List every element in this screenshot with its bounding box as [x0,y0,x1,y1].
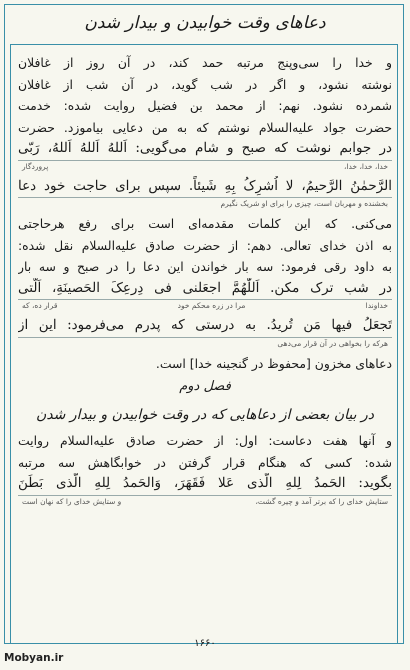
page-body [18,52,392,511]
text-line: شده: کسی که هنگام قرار گرفتن در خوابگاهش سه مرتبه [18,454,392,470]
text-line: بگوید: الحَمدُ لِلهِ الَّذی عَلا فَقَهَرَ، وَالحَمدُ لِلهِ الَّذی بَطَنَ [18,475,392,491]
text-line: حضرت جواد علیه‌السلام نوشتم که به من دعایی بیاموزد. حضرت [18,119,392,135]
text-line: دعاهای مخزون [محفوظ در گنجینه خدا] است. [155,355,392,371]
text-line: الرَّحمٰنُ الرَّحیمُ، لا اُشرِکُ بِهِ شَیئاً. سپس برای حاجت خود دعا [18,177,392,194]
note-text: بخشنده و مهربان است، چیزی را برای او شریک نگیرم [220,199,388,208]
page-number: ۱۶۶۰ [194,638,216,649]
page-header-title: دعاهای وقت خوابیدن و بیدار شدن [84,13,326,33]
text-line: تَجعَلُ فیها مَن تُریدُ. به درستی که پدرم می‌فرمود: این از [18,317,392,333]
translation-note [18,197,392,210]
text-line: شمرده نشود. نهم: از محمد بن فضیل روایت شده: خدمت [18,98,392,113]
section-subtitle: در بیان بعضی از دعاهایی که در وقت خوابیدن و بیدار شدن [36,407,374,423]
note-text: ستایش خدای را که برتر آمد و چیره گشت، [255,496,388,506]
note-text: مرا در زره محکم خود [177,301,246,310]
text-line: نوشته نشود، و اگر در شب گوید، در آن شب از غافلان [18,76,392,92]
site-watermark[interactable]: Mobyan.ir [4,652,64,664]
section-heading: فصل دوم [179,379,231,394]
note-text: هرکه را بخواهی در آن قرار می‌دهی [277,338,388,348]
note-text: پروردگار [22,161,49,171]
translation-note [18,160,392,173]
text-line: در شب ترک مکن. اَللّٰهُمَّ اجعَلنی فی دِرعِکَ الحَصینَةِ، اَلَّتی [18,279,392,296]
text-line: در جوابم نوشت که صبح و شام می‌گویی: اَللهُ اَللهُ اَللهُ، رَبّی [18,140,392,156]
text-line: به داود رقی فرمود: سه بار خواندن این دعا را در صبح و سه بار [18,259,392,274]
text-line: به اذن خدای تعالی. دهم: از حضرت صادق علیه‌السلام نقل شده: [18,237,392,253]
note-text: خدا، خدا، خدا، [343,161,388,171]
text-line: و خدا را سی‌وپنج مرتبه حمد کند، در آن روز از غافلان [18,55,392,70]
translation-note [18,337,392,350]
translation-note [18,299,392,312]
text-line: می‌کنی. که این کلمات مقدمه‌ای است برای رفع هرحاجتی [18,216,392,231]
note-text: خداوندا [365,301,388,310]
note-text: قرار ده، که [22,301,58,310]
note-text: و ستایش خدای را که نهان است [22,496,122,506]
translation-note [18,495,392,508]
text-line: و آنها هفت دعاست: اول: از حضرت صادق علیه‌السلام روایت [18,433,392,448]
